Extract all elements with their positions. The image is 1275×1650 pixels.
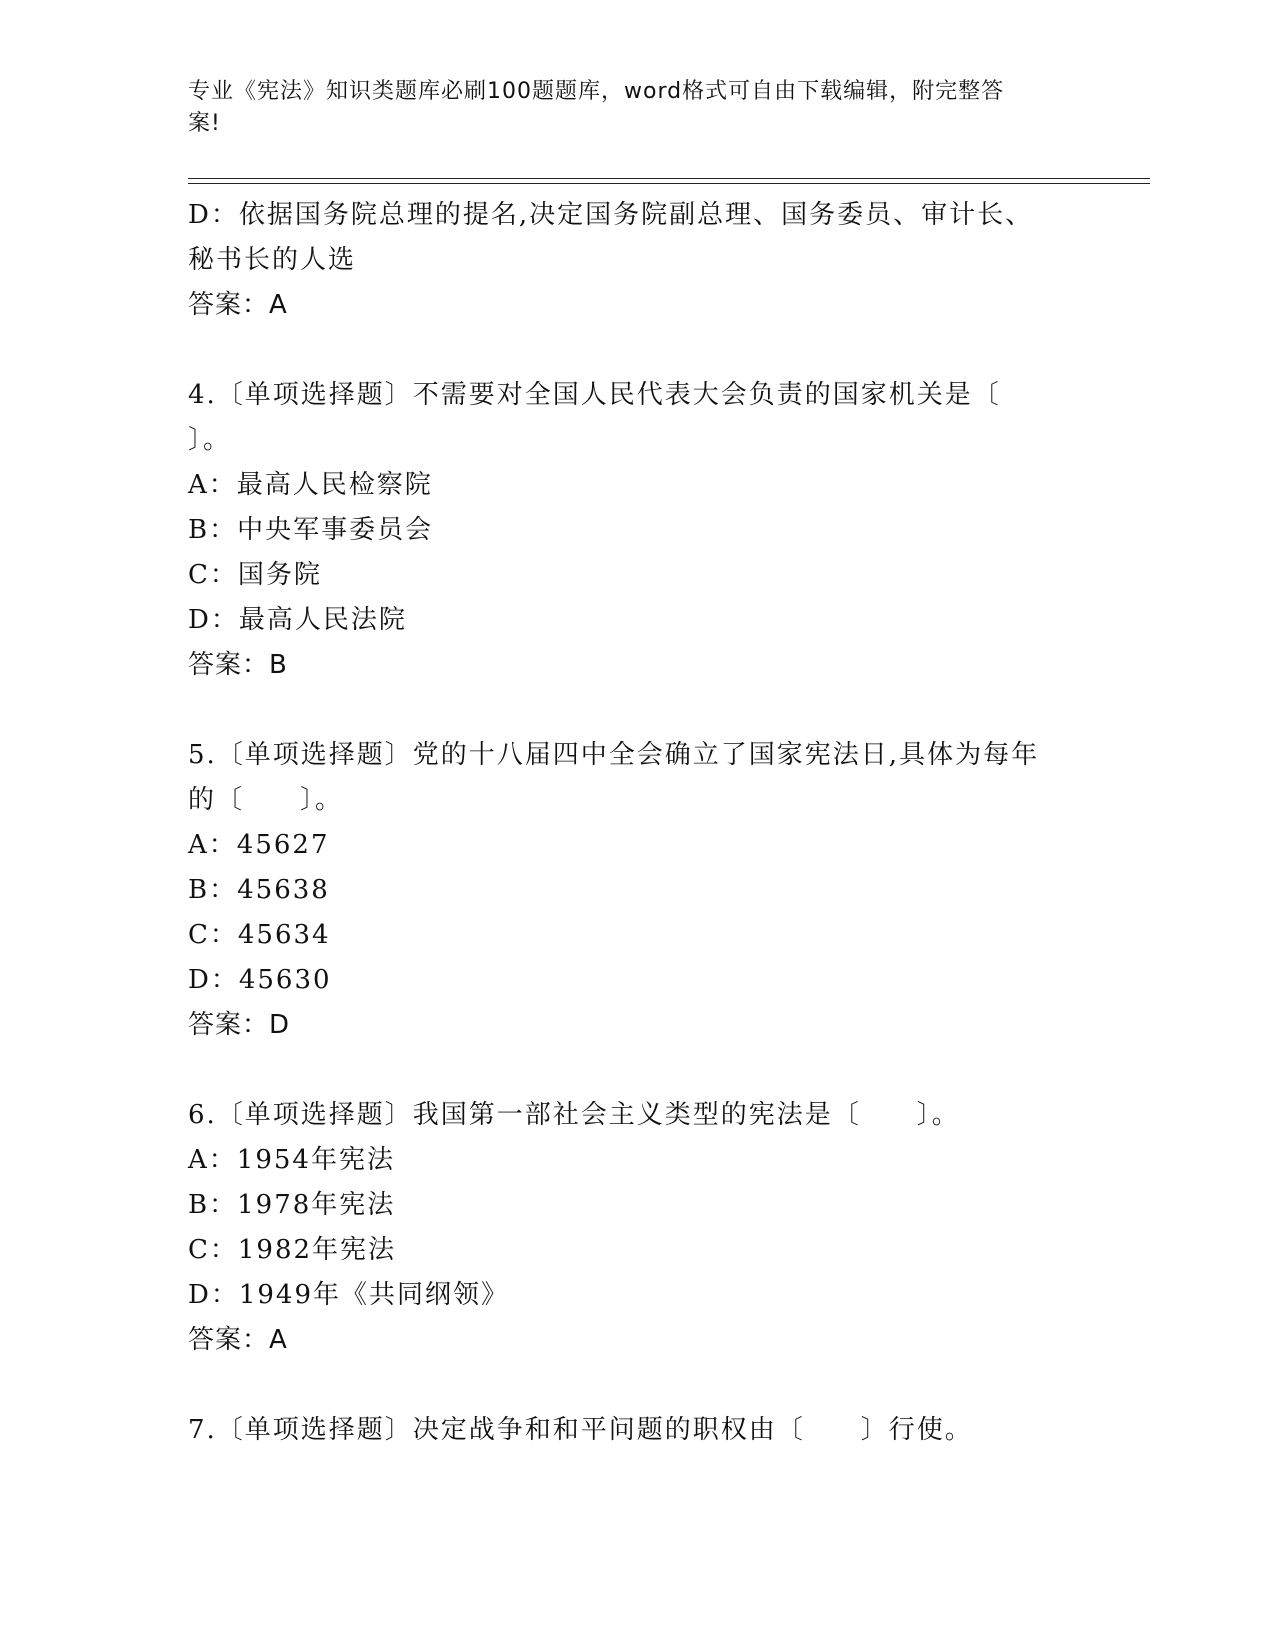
option-a: A：1954年宪法: [188, 1145, 395, 1175]
option-c: C：国务院: [188, 560, 322, 590]
option-b: B：45638: [188, 875, 330, 905]
answer: 答案：A: [188, 1325, 288, 1355]
header-rule-bottom: [188, 183, 1150, 184]
option-b: B：1978年宪法: [188, 1190, 396, 1220]
header-rule-top: [188, 178, 1150, 179]
option-b: B：中央军事委员会: [188, 515, 434, 545]
option-a: A：最高人民检察院: [188, 470, 433, 500]
option-d: D：1949年《共同纲领》: [188, 1280, 510, 1310]
question-6: [188, 1093, 1088, 1363]
question-stem: 6.〔单项选择题〕我国第一部社会主义类型的宪法是〔 〕。: [188, 1100, 960, 1130]
document-header: [188, 76, 1068, 140]
question-stem: 5.〔单项选择题〕党的十八届四中全会确立了国家宪法日,具体为每年: [188, 740, 1040, 770]
question-stem: 4.〔单项选择题〕不需要对全国人民代表大会负责的国家机关是〔: [188, 380, 1001, 410]
option-a: A：45627: [188, 830, 330, 860]
answer: 答案：A: [188, 290, 288, 320]
header-line-1: 专业《宪法》知识类题库必刷100题题库，word格式可自由下载编辑，附完整答: [188, 79, 1005, 104]
question-stem-continued: 的〔 〕。: [188, 785, 344, 815]
header-line-2: 案!: [188, 111, 221, 136]
option-d-continued: 秘书长的人选: [188, 245, 357, 275]
question-3-tail: [188, 193, 1088, 328]
answer: 答案：D: [188, 1010, 291, 1040]
option-c: C：1982年宪法: [188, 1235, 397, 1265]
question-list: [188, 193, 1088, 1453]
answer: 答案：B: [188, 650, 288, 680]
question-4: [188, 373, 1088, 688]
question-5: [188, 733, 1088, 1048]
option-c: C：45634: [188, 920, 331, 950]
question-7: [188, 1408, 1088, 1453]
option-d: D：45630: [188, 965, 332, 995]
question-stem: 7.〔单项选择题〕决定战争和和平问题的职权由〔 〕行使。: [188, 1415, 973, 1445]
question-stem-continued: 〕。: [188, 425, 232, 455]
option-d: D：最高人民法院: [188, 605, 407, 635]
option-d: D：依据国务院总理的提名,决定国务院副总理、国务委员、审计长、: [188, 200, 1034, 230]
